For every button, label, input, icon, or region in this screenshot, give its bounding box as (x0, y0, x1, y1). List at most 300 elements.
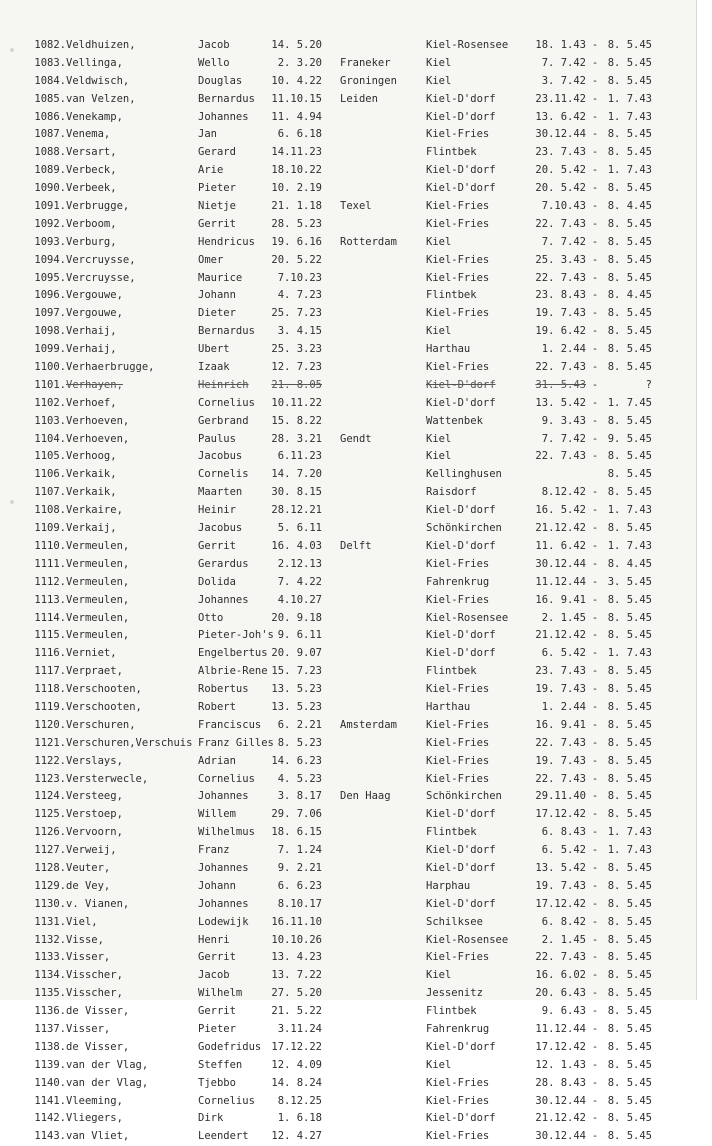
birth-date: 16. 4.03 (271, 539, 322, 552)
record-number: 1132. (34, 933, 66, 946)
date-to: 8. 5.45 (607, 665, 652, 678)
record-row (0, 985, 696, 1003)
birth-date: 14. 6.23 (271, 754, 322, 767)
birthplace: Franeker (340, 56, 391, 69)
record-number: 1133. (34, 951, 66, 964)
record-row (0, 431, 696, 449)
camp-location: Kiel-D'dorf (426, 897, 496, 910)
surname: Vellinga, (66, 56, 123, 69)
record-number: 1087. (34, 128, 66, 141)
date-separator: - (591, 146, 599, 159)
date-from: 16. 9.41 (535, 718, 586, 731)
date-to: 8. 5.45 (607, 915, 652, 928)
record-row (0, 860, 696, 878)
first-name: Cornelis (198, 468, 249, 481)
camp-location: Kiel (426, 432, 452, 445)
birth-date: 14.11.23 (271, 146, 322, 159)
surname: Versart, (66, 146, 117, 159)
record-number: 1111. (34, 557, 66, 570)
date-to: 8. 5.45 (607, 1112, 652, 1125)
date-from: 25. 3.43 (535, 253, 586, 266)
birth-date: 2. 3.20 (277, 56, 322, 69)
record-row (0, 627, 696, 645)
surname: Versterwecle, (66, 772, 149, 785)
date-from: 2. 1.45 (541, 933, 586, 946)
date-to: 8. 5.45 (607, 987, 652, 1000)
record-number: 1118. (34, 683, 66, 696)
first-name: Adrian (198, 754, 236, 767)
record-row (0, 699, 696, 717)
record-number: 1143. (34, 1130, 66, 1143)
birth-date: 7.10.23 (277, 271, 322, 284)
birth-date: 10. 4.22 (271, 74, 322, 87)
first-name: Godefridus (198, 1040, 262, 1053)
first-name: Tjebbo (198, 1076, 236, 1089)
date-from: 7. 7.42 (541, 432, 586, 445)
date-from: 22. 7.43 (535, 450, 586, 463)
birth-date: 10.11.22 (271, 396, 322, 409)
first-name: Ubert (198, 343, 230, 356)
date-separator: - (591, 1076, 599, 1089)
first-name: Gerardus (198, 557, 249, 570)
date-to: 8. 5.45 (607, 718, 652, 731)
date-separator: - (591, 808, 599, 821)
surname: de Visser, (66, 1005, 130, 1018)
first-name: Hendricus (198, 235, 255, 248)
birthplace: Amsterdam (340, 718, 397, 731)
date-separator: - (591, 575, 599, 588)
camp-location: Kiel-D'dorf (426, 182, 496, 195)
camp-location: Kiel-Fries (426, 200, 490, 213)
date-separator: - (591, 343, 599, 356)
camp-location: Kellinghusen (426, 468, 502, 481)
birth-date: 12. 7.23 (271, 361, 322, 374)
first-name: Engelbertus (198, 647, 268, 660)
date-from: 6. 8.43 (541, 826, 586, 839)
date-from: 6. 5.42 (541, 647, 586, 660)
camp-location: Harphau (426, 879, 471, 892)
first-name: Jacobus (198, 450, 243, 463)
birth-date: 13. 5.23 (271, 700, 322, 713)
date-separator: - (591, 700, 599, 713)
record-number: 1126. (34, 826, 66, 839)
date-from: 23. 7.43 (535, 146, 586, 159)
date-from: 7. 7.42 (541, 235, 586, 248)
date-separator: - (591, 1094, 599, 1107)
first-name: Lodewijk (198, 915, 249, 928)
date-separator: - (591, 396, 599, 409)
first-name: Henri (198, 933, 230, 946)
camp-location: Kiel-Fries (426, 754, 490, 767)
surname: van der Vlag, (66, 1058, 149, 1071)
record-row (0, 377, 696, 395)
date-to: 8. 5.45 (607, 700, 652, 713)
first-name: Johannes (198, 593, 249, 606)
surname: Verbeck, (66, 164, 117, 177)
birth-date: 20. 9.18 (271, 611, 322, 624)
date-to: 3. 5.45 (607, 575, 652, 588)
date-from: 11.12.44 (535, 575, 586, 588)
date-separator: - (591, 987, 599, 1000)
birth-date: 4.10.27 (277, 593, 322, 606)
date-separator: - (591, 718, 599, 731)
surname: Vermeulen, (66, 575, 130, 588)
date-to: 8. 5.45 (607, 468, 652, 481)
first-name: Maurice (198, 271, 243, 284)
date-separator: - (591, 39, 599, 51)
surname: van der Vlag, (66, 1076, 149, 1089)
date-separator: - (591, 450, 599, 463)
birth-date: 13. 7.22 (271, 969, 322, 982)
date-from: 16. 9.41 (535, 593, 586, 606)
date-to: 8. 5.45 (607, 414, 652, 427)
first-name: Steffen (198, 1058, 243, 1071)
record-row (0, 341, 696, 359)
first-name: Gerrit (198, 217, 236, 230)
record-row (0, 806, 696, 824)
date-from: 19. 7.43 (535, 754, 586, 767)
camp-location: Jessenitz (426, 987, 483, 1000)
first-name: Wello (198, 56, 230, 69)
camp-location: Raisdorf (426, 486, 477, 499)
first-name: Johannes (198, 897, 249, 910)
date-to: ? (645, 378, 652, 391)
date-from: 7. 7.42 (541, 56, 586, 69)
record-number: 1123. (34, 772, 66, 785)
camp-location: Kiel-Fries (426, 253, 490, 266)
birth-date: 3. 8.17 (277, 790, 322, 803)
surname: Verschooten, (66, 683, 142, 696)
surname: Versteeg, (66, 790, 123, 803)
date-to: 8. 5.45 (607, 74, 652, 87)
record-number: 1100. (34, 361, 66, 374)
record-number: 1101. (34, 378, 66, 391)
date-separator: - (591, 879, 599, 892)
first-name: Johannes (198, 790, 249, 803)
surname: Vermeulen, (66, 539, 130, 552)
date-to: 8. 5.45 (607, 1076, 652, 1089)
date-from: 22. 7.43 (535, 361, 586, 374)
first-name: Otto (198, 611, 224, 624)
date-from: 7.10.43 (541, 200, 586, 213)
date-from: 31. 5.43 (535, 378, 586, 391)
first-name: Wilhelmus (198, 826, 255, 839)
date-from: 29.11.40 (535, 790, 586, 803)
birth-date: 1. 6.18 (277, 1112, 322, 1125)
camp-location: Kiel-D'dorf (426, 647, 496, 660)
first-name: Johann (198, 879, 236, 892)
record-row (0, 126, 696, 144)
date-to: 1. 7.43 (607, 647, 652, 660)
surname: Verhoeven, (66, 432, 130, 445)
date-to: 8. 5.45 (607, 861, 652, 874)
record-list (0, 37, 696, 1146)
camp-location: Schilksee (426, 915, 483, 928)
record-row (0, 234, 696, 252)
date-separator: - (591, 593, 599, 606)
date-to: 8. 5.45 (607, 39, 652, 51)
date-from: 1. 2.44 (541, 343, 586, 356)
camp-location: Flintbek (426, 665, 477, 678)
date-from: 21.12.42 (535, 629, 586, 642)
first-name: Gerard (198, 146, 236, 159)
camp-location: Kiel-Fries (426, 128, 490, 141)
surname: Visscher, (66, 987, 123, 1000)
date-separator: - (591, 289, 599, 302)
date-from: 21.12.42 (535, 1112, 586, 1125)
first-name: Douglas (198, 74, 243, 87)
camp-location: Kiel-Fries (426, 683, 490, 696)
date-from: 6. 5.42 (541, 844, 586, 857)
date-to: 1. 7.43 (607, 844, 652, 857)
birthplace: Delft (340, 539, 372, 552)
date-to: 8. 5.45 (607, 271, 652, 284)
camp-location: Flintbek (426, 146, 477, 159)
first-name: Gerrit (198, 1005, 236, 1018)
date-to: 8. 5.45 (607, 754, 652, 767)
first-name: Franz (198, 844, 230, 857)
date-from: 20. 5.42 (535, 164, 586, 177)
first-name: Jan (198, 128, 217, 141)
date-from: 30.12.44 (535, 128, 586, 141)
surname: Venema, (66, 128, 111, 141)
first-name: Arie (198, 164, 224, 177)
date-separator: - (591, 915, 599, 928)
date-from: 13. 5.42 (535, 861, 586, 874)
surname: Verbrugge, (66, 200, 130, 213)
first-name: Maarten (198, 486, 243, 499)
camp-location: Kiel (426, 450, 452, 463)
date-separator: - (591, 307, 599, 320)
birth-date: 25. 3.23 (271, 343, 322, 356)
record-number: 1096. (34, 289, 66, 302)
date-to: 1. 7.43 (607, 826, 652, 839)
birth-date: 9. 6.11 (277, 629, 322, 642)
birth-date: 14. 5.20 (271, 39, 322, 51)
record-number: 1142. (34, 1112, 66, 1125)
date-from: 21.12.42 (535, 522, 586, 535)
camp-location: Kiel-Fries (426, 217, 490, 230)
date-separator: - (591, 92, 599, 105)
record-number: 1093. (34, 235, 66, 248)
first-name: Robertus (198, 683, 249, 696)
record-number: 1094. (34, 253, 66, 266)
record-row (0, 1003, 696, 1021)
record-row (0, 37, 696, 55)
record-number: 1137. (34, 1022, 66, 1035)
surname: van Velzen, (66, 92, 136, 105)
record-row (0, 663, 696, 681)
record-number: 1141. (34, 1094, 66, 1107)
surname: Verbeek, (66, 182, 117, 195)
date-separator: - (591, 182, 599, 195)
record-number: 1088. (34, 146, 66, 159)
date-to: 8. 5.45 (607, 897, 652, 910)
record-number: 1117. (34, 665, 66, 678)
date-from: 17.12.42 (535, 1040, 586, 1053)
birth-date: 19. 6.16 (271, 235, 322, 248)
record-row (0, 538, 696, 556)
record-row (0, 484, 696, 502)
birth-date: 4. 5.23 (277, 772, 322, 785)
surname: Vervoorn, (66, 826, 123, 839)
date-separator: - (591, 1112, 599, 1125)
date-separator: - (591, 665, 599, 678)
birth-date: 11. 4.94 (271, 110, 322, 123)
camp-location: Schönkirchen (426, 790, 502, 803)
birthplace: Groningen (340, 74, 397, 87)
first-name: Paulus (198, 432, 236, 445)
birth-date: 28.12.21 (271, 504, 322, 517)
date-separator: - (591, 611, 599, 624)
first-name: Jacob (198, 39, 230, 51)
camp-location: Kiel-Fries (426, 307, 490, 320)
date-to: 8. 5.45 (607, 450, 652, 463)
record-number: 1121. (34, 736, 66, 749)
date-from: 16. 5.42 (535, 504, 586, 517)
camp-location: Kiel-Fries (426, 736, 490, 749)
record-row (0, 466, 696, 484)
camp-location: Kiel-Fries (426, 718, 490, 731)
first-name: Leendert (198, 1130, 249, 1143)
camp-location: Kiel-D'dorf (426, 1112, 496, 1125)
record-row (0, 681, 696, 699)
date-to: 8. 4.45 (607, 289, 652, 302)
camp-location: Kiel-Rosensee (426, 611, 509, 624)
record-number: 1134. (34, 969, 66, 982)
record-row (0, 914, 696, 932)
surname: Visscher, (66, 969, 123, 982)
birth-date: 15. 7.23 (271, 665, 322, 678)
camp-location: Kiel (426, 74, 452, 87)
birth-date: 6. 6.23 (277, 879, 322, 892)
record-row (0, 287, 696, 305)
surname: de Visser, (66, 1040, 130, 1053)
birth-date: 6. 6.18 (277, 128, 322, 141)
record-row (0, 162, 696, 180)
surname: Verhaij, (66, 325, 117, 338)
date-to: 8. 5.45 (607, 253, 652, 266)
first-name: Bernardus (198, 92, 255, 105)
record-number: 1086. (34, 110, 66, 123)
camp-location: Harthau (426, 343, 471, 356)
surname: Vergouwe, (66, 289, 123, 302)
date-from: 17.12.42 (535, 897, 586, 910)
surname: Verburg, (66, 235, 117, 248)
birth-date: 21. 1.18 (271, 200, 322, 213)
date-to: 8. 5.45 (607, 361, 652, 374)
record-row (0, 967, 696, 985)
first-name: Willem (198, 808, 236, 821)
record-number: 1114. (34, 611, 66, 624)
date-separator: - (591, 969, 599, 982)
date-separator: - (591, 951, 599, 964)
birth-date: 7. 1.24 (277, 844, 322, 857)
surname: Visser, (66, 1022, 111, 1035)
record-row (0, 556, 696, 574)
date-separator: - (591, 683, 599, 696)
date-separator: - (591, 844, 599, 857)
date-to: 8. 5.45 (607, 1040, 652, 1053)
birthplace: Leiden (340, 92, 378, 105)
record-row (0, 610, 696, 628)
date-from: 22. 7.43 (535, 772, 586, 785)
birth-date: 13. 5.23 (271, 683, 322, 696)
date-to: 9. 5.45 (607, 432, 652, 445)
date-to: 8. 4.45 (607, 200, 652, 213)
camp-location: Kiel-D'dorf (426, 539, 496, 552)
record-row (0, 180, 696, 198)
date-to: 8. 5.45 (607, 146, 652, 159)
date-to: 1. 7.43 (607, 539, 652, 552)
birth-date: 7. 4.22 (277, 575, 322, 588)
date-from: 2. 1.45 (541, 611, 586, 624)
first-name: Dirk (198, 1112, 224, 1125)
date-separator: - (591, 200, 599, 213)
date-from: 6. 8.42 (541, 915, 586, 928)
date-to: 8. 5.45 (607, 343, 652, 356)
date-to: 8. 5.45 (607, 1130, 652, 1143)
date-from: 19. 6.42 (535, 325, 586, 338)
record-number: 1136. (34, 1005, 66, 1018)
camp-location: Kiel-Fries (426, 271, 490, 284)
surname: Verpraet, (66, 665, 123, 678)
date-separator: - (591, 361, 599, 374)
birth-date: 28. 5.23 (271, 217, 322, 230)
birth-date: 10. 2.19 (271, 182, 322, 195)
date-from: 28. 8.43 (535, 1076, 586, 1089)
date-separator: - (591, 217, 599, 230)
birth-date: 3.11.24 (277, 1022, 322, 1035)
first-name: Dieter (198, 307, 236, 320)
record-number: 1091. (34, 200, 66, 213)
date-to: 8. 4.45 (607, 557, 652, 570)
surname: Vermeulen, (66, 557, 130, 570)
birth-date: 25. 7.23 (271, 307, 322, 320)
record-row (0, 1039, 696, 1057)
date-separator: - (591, 647, 599, 660)
record-number: 1106. (34, 468, 66, 481)
camp-location: Harthau (426, 700, 471, 713)
date-from: 17.12.42 (535, 808, 586, 821)
record-number: 1084. (34, 74, 66, 87)
birthplace: Texel (340, 200, 372, 213)
birth-date: 17.12.22 (271, 1040, 322, 1053)
camp-location: Wattenbek (426, 414, 483, 427)
birth-date: 8. 5.23 (277, 736, 322, 749)
surname: Vleeming, (66, 1094, 123, 1107)
record-row (0, 824, 696, 842)
record-number: 1140. (34, 1076, 66, 1089)
date-from: 22. 7.43 (535, 736, 586, 749)
date-from: 19. 7.43 (535, 307, 586, 320)
surname: Verstoep, (66, 808, 123, 821)
surname: Verniet, (66, 647, 117, 660)
date-to: 8. 5.45 (607, 683, 652, 696)
date-to: 1. 7.43 (607, 504, 652, 517)
birth-date: 8.10.17 (277, 897, 322, 910)
record-number: 1139. (34, 1058, 66, 1071)
record-row (0, 1093, 696, 1111)
first-name: Robert (198, 700, 236, 713)
record-row (0, 771, 696, 789)
record-number: 1108. (34, 504, 66, 517)
first-name: Cornelius (198, 1094, 255, 1107)
birth-date: 6.11.23 (277, 450, 322, 463)
record-number: 1116. (34, 647, 66, 660)
date-from: 13. 6.42 (535, 110, 586, 123)
record-number: 1113. (34, 593, 66, 606)
